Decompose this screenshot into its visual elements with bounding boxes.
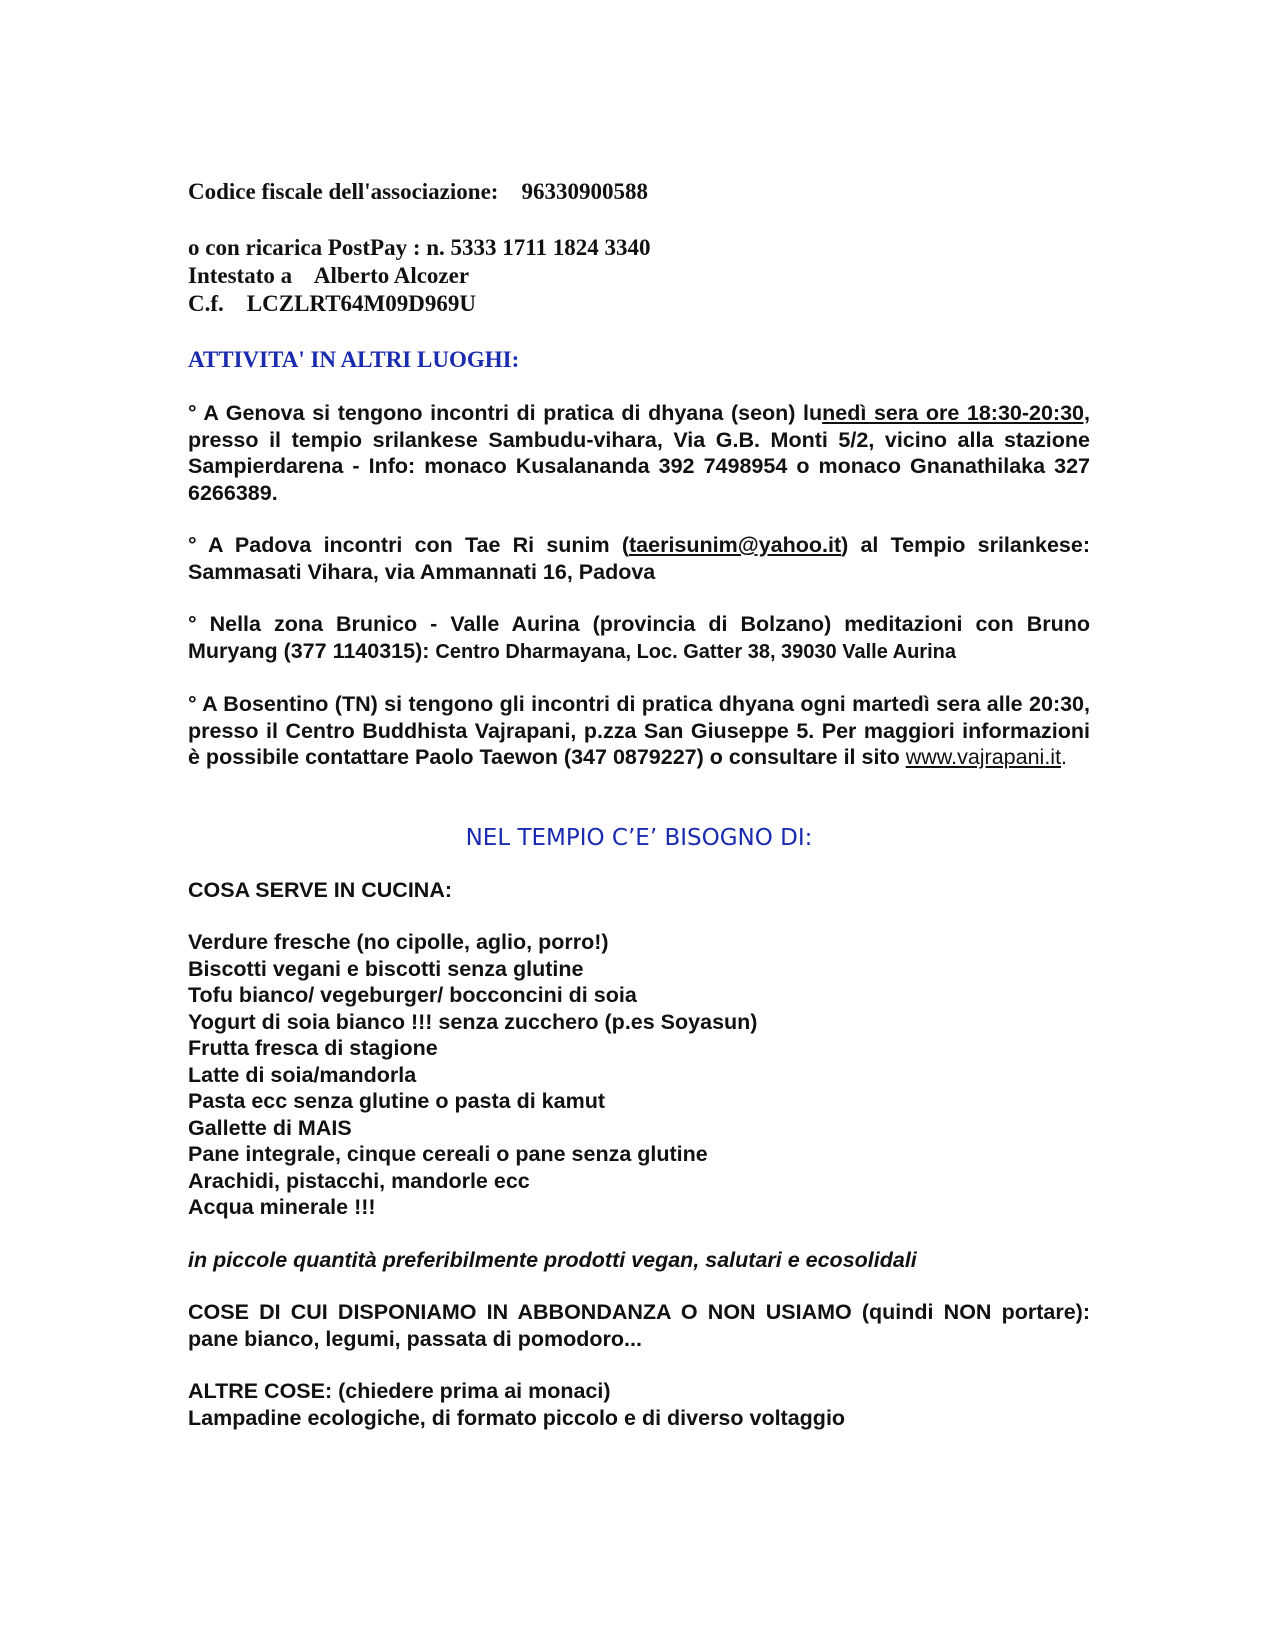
- personal-tax-code-value: LCZLRT64M09D969U: [246, 291, 476, 316]
- other-things-item: Lampadine ecologiche, di formato piccolo e di diverso voltaggio: [188, 1405, 846, 1430]
- list-item: Biscotti vegani e biscotti senza glutine: [188, 956, 584, 981]
- brunico-address: Centro Dharmayana, Loc. Gatter 38, 39030 Valle Aurina: [435, 640, 956, 663]
- holder-label: Intestato a: [188, 263, 293, 288]
- bosentino-text: ° A Bosentino (TN) si tengono gli incontri di pratica dhyana ogni martedì sera alle 20:30, presso il Centro Buddhista Vajrapani, p.zza San Giuseppe 5. Per maggiori informazioni è possibile contattare Paolo Taewon (347 0879227) o consultare il sito: [188, 692, 1090, 769]
- brunico-paragraph: [188, 611, 1090, 665]
- padova-paragraph: [188, 532, 1090, 585]
- other-things-heading: ALTRE COSE: (chiedere prima ai monaci): [188, 1379, 611, 1403]
- genova-schedule: nedì sera ore 18:30-20:30,: [822, 401, 1090, 425]
- list-item: Acqua minerale !!!: [188, 1195, 376, 1219]
- personal-tax-code-label: C.f.: [188, 291, 224, 316]
- tax-code-line: [188, 178, 1090, 206]
- genova-text-start: ° A Genova si tengono incontri di pratica di dhyana (seon) lu: [188, 401, 823, 425]
- list-item: Yogurt di soia bianco !!! senza zucchero (p.es Soyasun): [188, 1009, 758, 1034]
- list-item: Latte di soia/mandorla: [188, 1062, 417, 1087]
- genova-paragraph: [188, 400, 1090, 506]
- bosentino-paragraph: [188, 691, 1090, 771]
- document-page: [188, 178, 1090, 1431]
- padova-text-end: ) al Tempio srilankese: Sammasati Vihara, via Ammannati 16, Padova: [188, 533, 1090, 584]
- products-note: in piccole quantità preferibilmente prodotti vegan, salutari e ecosolidali: [188, 1247, 917, 1272]
- kitchen-heading: COSA SERVE IN CUCINA:: [188, 877, 453, 902]
- list-item: Verdure fresche (no cipolle, aglio, porro!): [188, 930, 609, 954]
- list-item: Gallette di MAIS: [188, 1115, 352, 1140]
- genova-text-end: presso il tempio srilankese Sambudu-vihara, Via G.B. Monti 5/2, vicino alla stazione Sampierdarena - Info: monaco Kusalananda 392 7498954 o monaco Gnanathilaka 327 6266389.: [188, 427, 1090, 505]
- holder-name: Alberto Alcozer: [313, 263, 470, 288]
- personal-tax-code-line: [188, 290, 1090, 318]
- holder-line: [188, 262, 1090, 290]
- list-item: Pasta ecc senza glutine o pasta di kamut: [188, 1089, 606, 1113]
- kitchen-list: [188, 929, 1090, 1221]
- other-places-heading: ATTIVITA' IN ALTRI LUOGHI:: [188, 347, 520, 372]
- tax-code-label: Codice fiscale dell'associazione:: [188, 179, 499, 204]
- list-item: Frutta fresca di stagione: [188, 1036, 438, 1060]
- tax-code-value: 96330900588: [521, 179, 648, 204]
- list-item: Pane integrale, cinque cereali o pane senza glutine: [188, 1142, 708, 1166]
- list-item: Arachidi, pistacchi, mandorle ecc: [188, 1168, 530, 1193]
- vajrapani-site-link[interactable]: www.vajrapani.it: [905, 745, 1062, 769]
- postpay-line: o con ricarica PostPay : n. 5333 1711 1824 3340: [188, 235, 651, 260]
- temple-needs-title: NEL TEMPIO C’E’ BISOGNO DI:: [465, 824, 813, 851]
- bosentino-period: .: [1061, 745, 1068, 769]
- list-item: Tofu bianco/ vegeburger/ bocconcini di soia: [188, 983, 637, 1007]
- abundance-paragraph: COSE DI CUI DISPONIAMO IN ABBONDANZA O NON USIAMO (quindi NON portare): pane bianco, legumi, passata di pomodoro...: [188, 1300, 1090, 1351]
- brunico-text: ° Nella zona Brunico - Valle Aurina (provincia di Bolzano) meditazioni con Bruno Muryang (377 1140315):: [188, 612, 1090, 663]
- padova-text-start: ° A Padova incontri con Tae Ri sunim (: [188, 533, 629, 557]
- padova-email-link[interactable]: taerisunim@yahoo.it: [629, 533, 842, 557]
